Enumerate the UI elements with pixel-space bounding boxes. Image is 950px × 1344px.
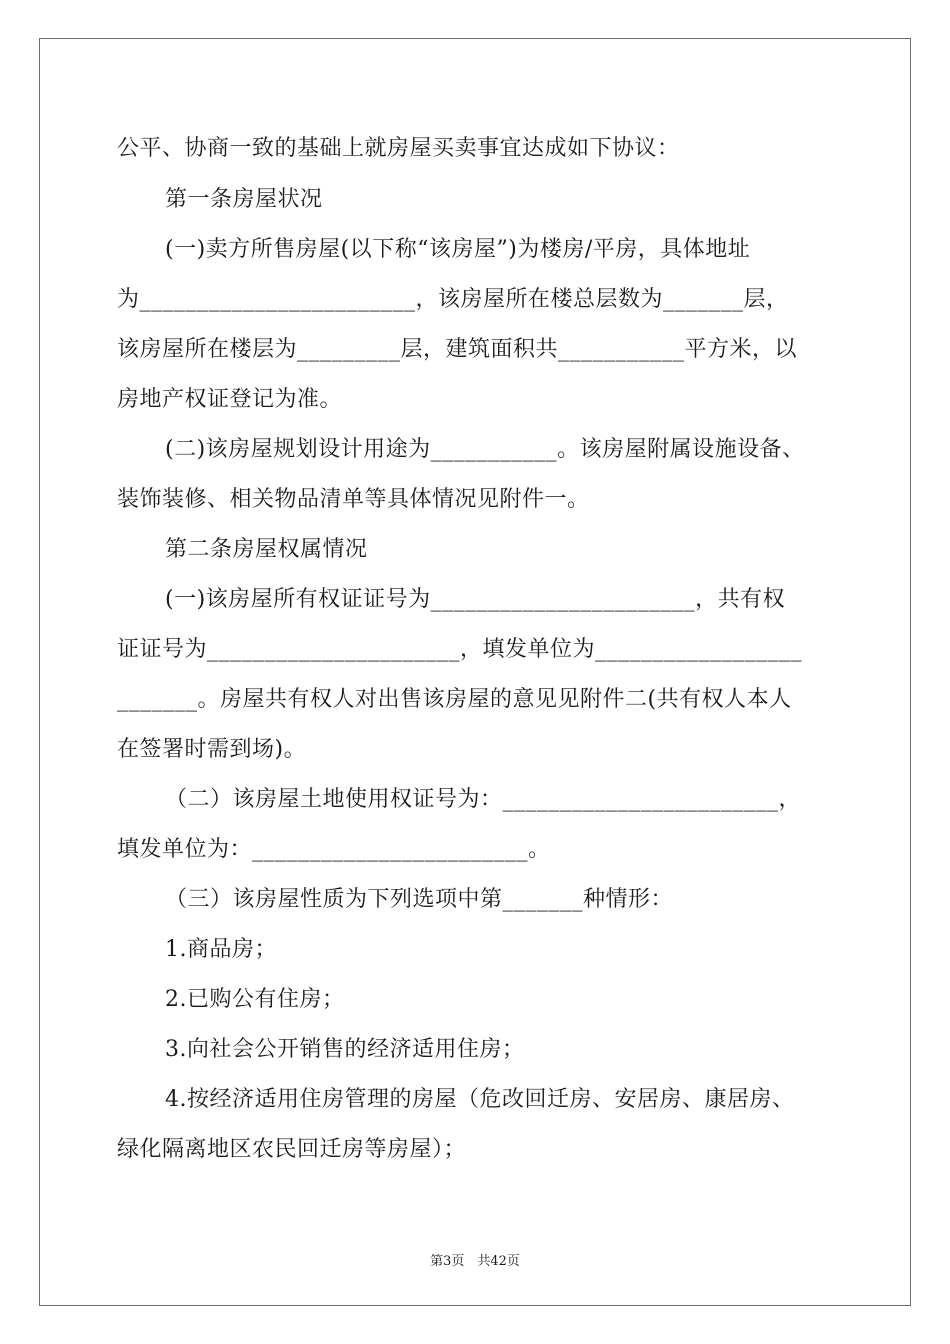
section-heading: 第一条房屋状况 bbox=[165, 187, 323, 212]
text-line: 公平、协商一致的基础上就房屋买卖事宜达成如下协议： bbox=[117, 136, 680, 161]
text-line: （三）该房屋性质为下列选项中第_______种情形： bbox=[165, 887, 674, 912]
list-item: 1.商品房； bbox=[165, 937, 277, 962]
text-line: 绿化隔离地区农民回迁房等房屋）； bbox=[117, 1137, 467, 1162]
list-item: 2.已购公有住房； bbox=[165, 987, 345, 1012]
section-heading: 第二条房屋权属情况 bbox=[165, 537, 368, 562]
text-line: 装饰装修、相关物品清单等具体情况见附件一。 bbox=[117, 487, 590, 512]
text-line: 为________________________，该房屋所在楼总层数为_______层， bbox=[117, 287, 789, 312]
text-line: 房地产权证登记为准。 bbox=[117, 387, 343, 412]
text-line: (一)卖方所售房屋(以下称“该房屋”)为楼房/平房，具体地址 bbox=[165, 237, 751, 262]
list-item: 4.按经济适用住房管理的房屋（危改回迁房、安居房、康居房、 bbox=[165, 1087, 795, 1112]
page-number: 第3页 共42页 bbox=[430, 1254, 520, 1269]
text-line: 该房屋所在楼层为_________层，建筑面积共___________平方米，以 bbox=[117, 337, 798, 362]
text-line: 填发单位为：________________________。 bbox=[117, 837, 551, 862]
list-item: 3.向社会公开销售的经济适用住房； bbox=[165, 1037, 525, 1062]
page-border bbox=[39, 38, 911, 1306]
text-line: （二）该房屋土地使用权证号为：________________________， bbox=[165, 787, 802, 812]
text-line: _______。房屋共有权人对出售该房屋的意见见附件二(共有权人本人 bbox=[117, 687, 792, 712]
text-line: (二)该房屋规划设计用途为___________。该房屋附属设施设备、 bbox=[165, 437, 805, 462]
text-line: (一)该房屋所有权证证号为_______________________，共有权 bbox=[165, 587, 786, 612]
text-line: 在签署时需到场)。 bbox=[117, 737, 307, 762]
text-line: 证证号为______________________，填发单位为__________________ bbox=[117, 637, 803, 662]
